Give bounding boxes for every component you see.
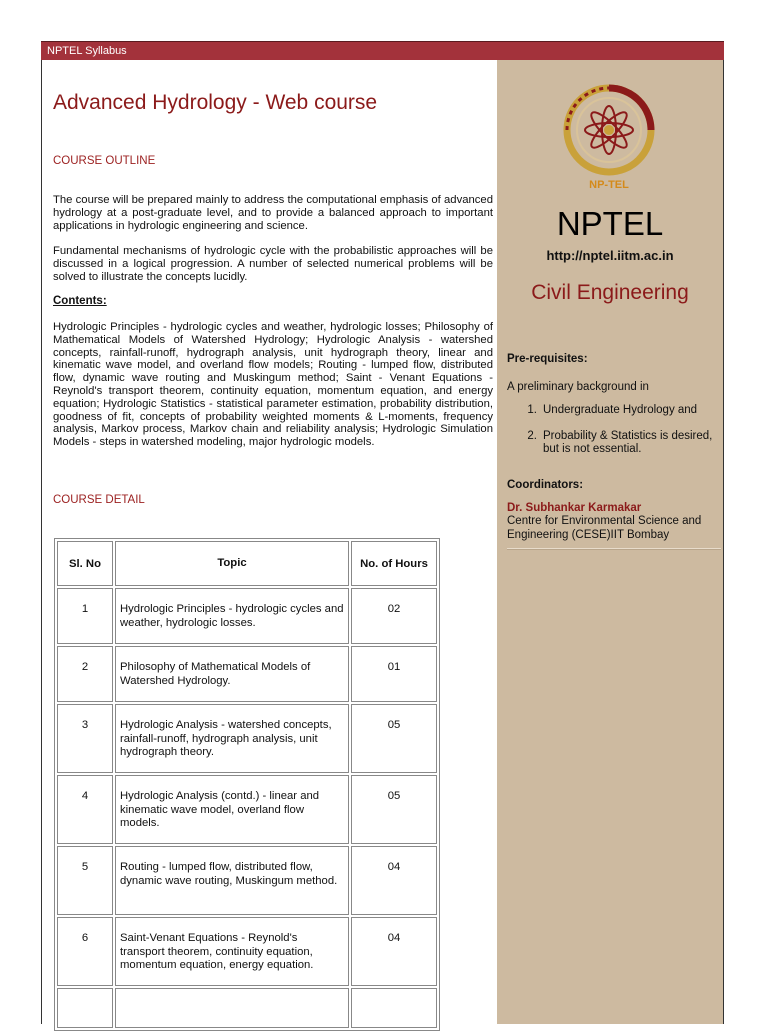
table-row bbox=[57, 646, 437, 702]
contents-label: Contents: bbox=[53, 295, 107, 307]
list-item-text: Probability & Statistics is desired, but is not essential. bbox=[543, 429, 713, 455]
prereq-list bbox=[507, 404, 721, 464]
nptel-url-link[interactable]: http://nptel.iitm.ac.in bbox=[546, 248, 674, 263]
cell-topic: Routing - lumped flow, distributed flow, dynamic wave routing, Muskingum method. bbox=[115, 846, 349, 915]
header-label: NPTEL Syllabus bbox=[47, 45, 127, 57]
contents-text: Hydrologic Principles - hydrologic cycles and weather, hydrologic losses; Philosophy of Mathematical Models of Watershed Hydrology; Hydrologic Analysis - watershed concepts, rainfall-runoff, hydrograph analysis, unit hydrograph theory, linear and kinematic wave model, and overland flow models; Routing - lumped flow, distributed flow, dynamic wave routing and Muskingum method; Saint - Venant Equations - Reynold's transport theorem, continuity equation, momentum equation, and energy equation; Hydrologic Statistics - statistical parameter estimation, probability distribution, goodness of fit, concepts of probability weighted moments & L-moments, frequency analysis, Markov process, Markov chain and reliability analysis; Hydrologic Simulation Models - steps in watershed modeling, major hydrologic models. bbox=[53, 321, 493, 449]
header-bar bbox=[41, 41, 724, 60]
prereq-label: Pre-requisites: bbox=[507, 353, 588, 365]
cell-sl: 4 bbox=[57, 775, 113, 844]
main-content bbox=[42, 60, 497, 1024]
cell-hours: 04 bbox=[351, 917, 437, 986]
sidebar bbox=[497, 60, 723, 1024]
org-name: NPTEL bbox=[556, 205, 664, 242]
course-title: Advanced Hydrology - Web course bbox=[53, 91, 378, 114]
table-header-row bbox=[57, 541, 437, 586]
prereq-intro: A preliminary background in bbox=[507, 381, 649, 393]
cell-hours: 01 bbox=[351, 646, 437, 702]
list-item-number: 2. bbox=[527, 429, 537, 442]
department-name: Civil Engineering bbox=[531, 281, 689, 304]
header-topic: Topic bbox=[115, 541, 349, 586]
header-hours: No. of Hours bbox=[351, 541, 437, 586]
coordinator-name: Dr. Subhankar Karmakar bbox=[507, 502, 642, 514]
divider bbox=[507, 548, 721, 550]
cell-sl: 6 bbox=[57, 917, 113, 986]
coordinators-label: Coordinators: bbox=[507, 479, 584, 491]
cell-topic: Hydrologic Analysis - watershed concepts, rainfall-runoff, hydrograph analysis, unit hydrograph theory. bbox=[115, 704, 349, 773]
table-row bbox=[57, 846, 437, 915]
logo-text: NP-TEL bbox=[589, 179, 629, 191]
course-detail-table bbox=[54, 538, 440, 1031]
coordinator-affiliation: Centre for Environmental Science and Engineering (CESE)IIT Bombay bbox=[507, 515, 702, 541]
cell-hours: 05 bbox=[351, 775, 437, 844]
table-row bbox=[57, 588, 437, 644]
cell-sl: 3 bbox=[57, 704, 113, 773]
cell-topic: Hydrologic Analysis (contd.) - linear and kinematic wave model, overland flow models. bbox=[115, 775, 349, 844]
table-row bbox=[57, 917, 437, 986]
outline-paragraph-2: Fundamental mechanisms of hydrologic cycle with the probabilistic approaches will be discussed in a logical progression. A number of selected numerical problems will be solved to illustrate the concepts lucidly. bbox=[53, 245, 493, 283]
cell-topic: Hydrologic Principles - hydrologic cycles and weather, hydrologic losses. bbox=[115, 588, 349, 644]
cell-sl: 2 bbox=[57, 646, 113, 702]
cell-hours: 05 bbox=[351, 704, 437, 773]
list-item-text: Undergraduate Hydrology and bbox=[543, 404, 698, 416]
cell-sl: 5 bbox=[57, 846, 113, 915]
cell-topic: Saint-Venant Equations - Reynold's transport theorem, continuity equation, momentum equation, energy equation. bbox=[115, 917, 349, 986]
table-row bbox=[57, 704, 437, 773]
course-outline-heading: COURSE OUTLINE bbox=[53, 155, 156, 167]
cell-topic: Philosophy of Mathematical Models of Watershed Hydrology. bbox=[115, 646, 349, 702]
nptel-logo bbox=[559, 80, 659, 200]
outline-paragraph-1: The course will be prepared mainly to address the computational emphasis of advanced hydrology at a post-graduate level, and to provide a balanced approach to important applications in hydrologic engineering and science. bbox=[53, 194, 493, 232]
header-sl-no: Sl. No bbox=[57, 541, 113, 586]
table-row bbox=[57, 775, 437, 844]
list-item bbox=[507, 430, 721, 457]
list-item-number: 1. bbox=[527, 404, 537, 416]
cell-hours: 04 bbox=[351, 846, 437, 915]
list-item bbox=[507, 404, 721, 418]
course-detail-heading: COURSE DETAIL bbox=[53, 494, 145, 506]
cell-sl: 1 bbox=[57, 588, 113, 644]
cell-hours: 02 bbox=[351, 588, 437, 644]
table-row bbox=[57, 988, 437, 1028]
